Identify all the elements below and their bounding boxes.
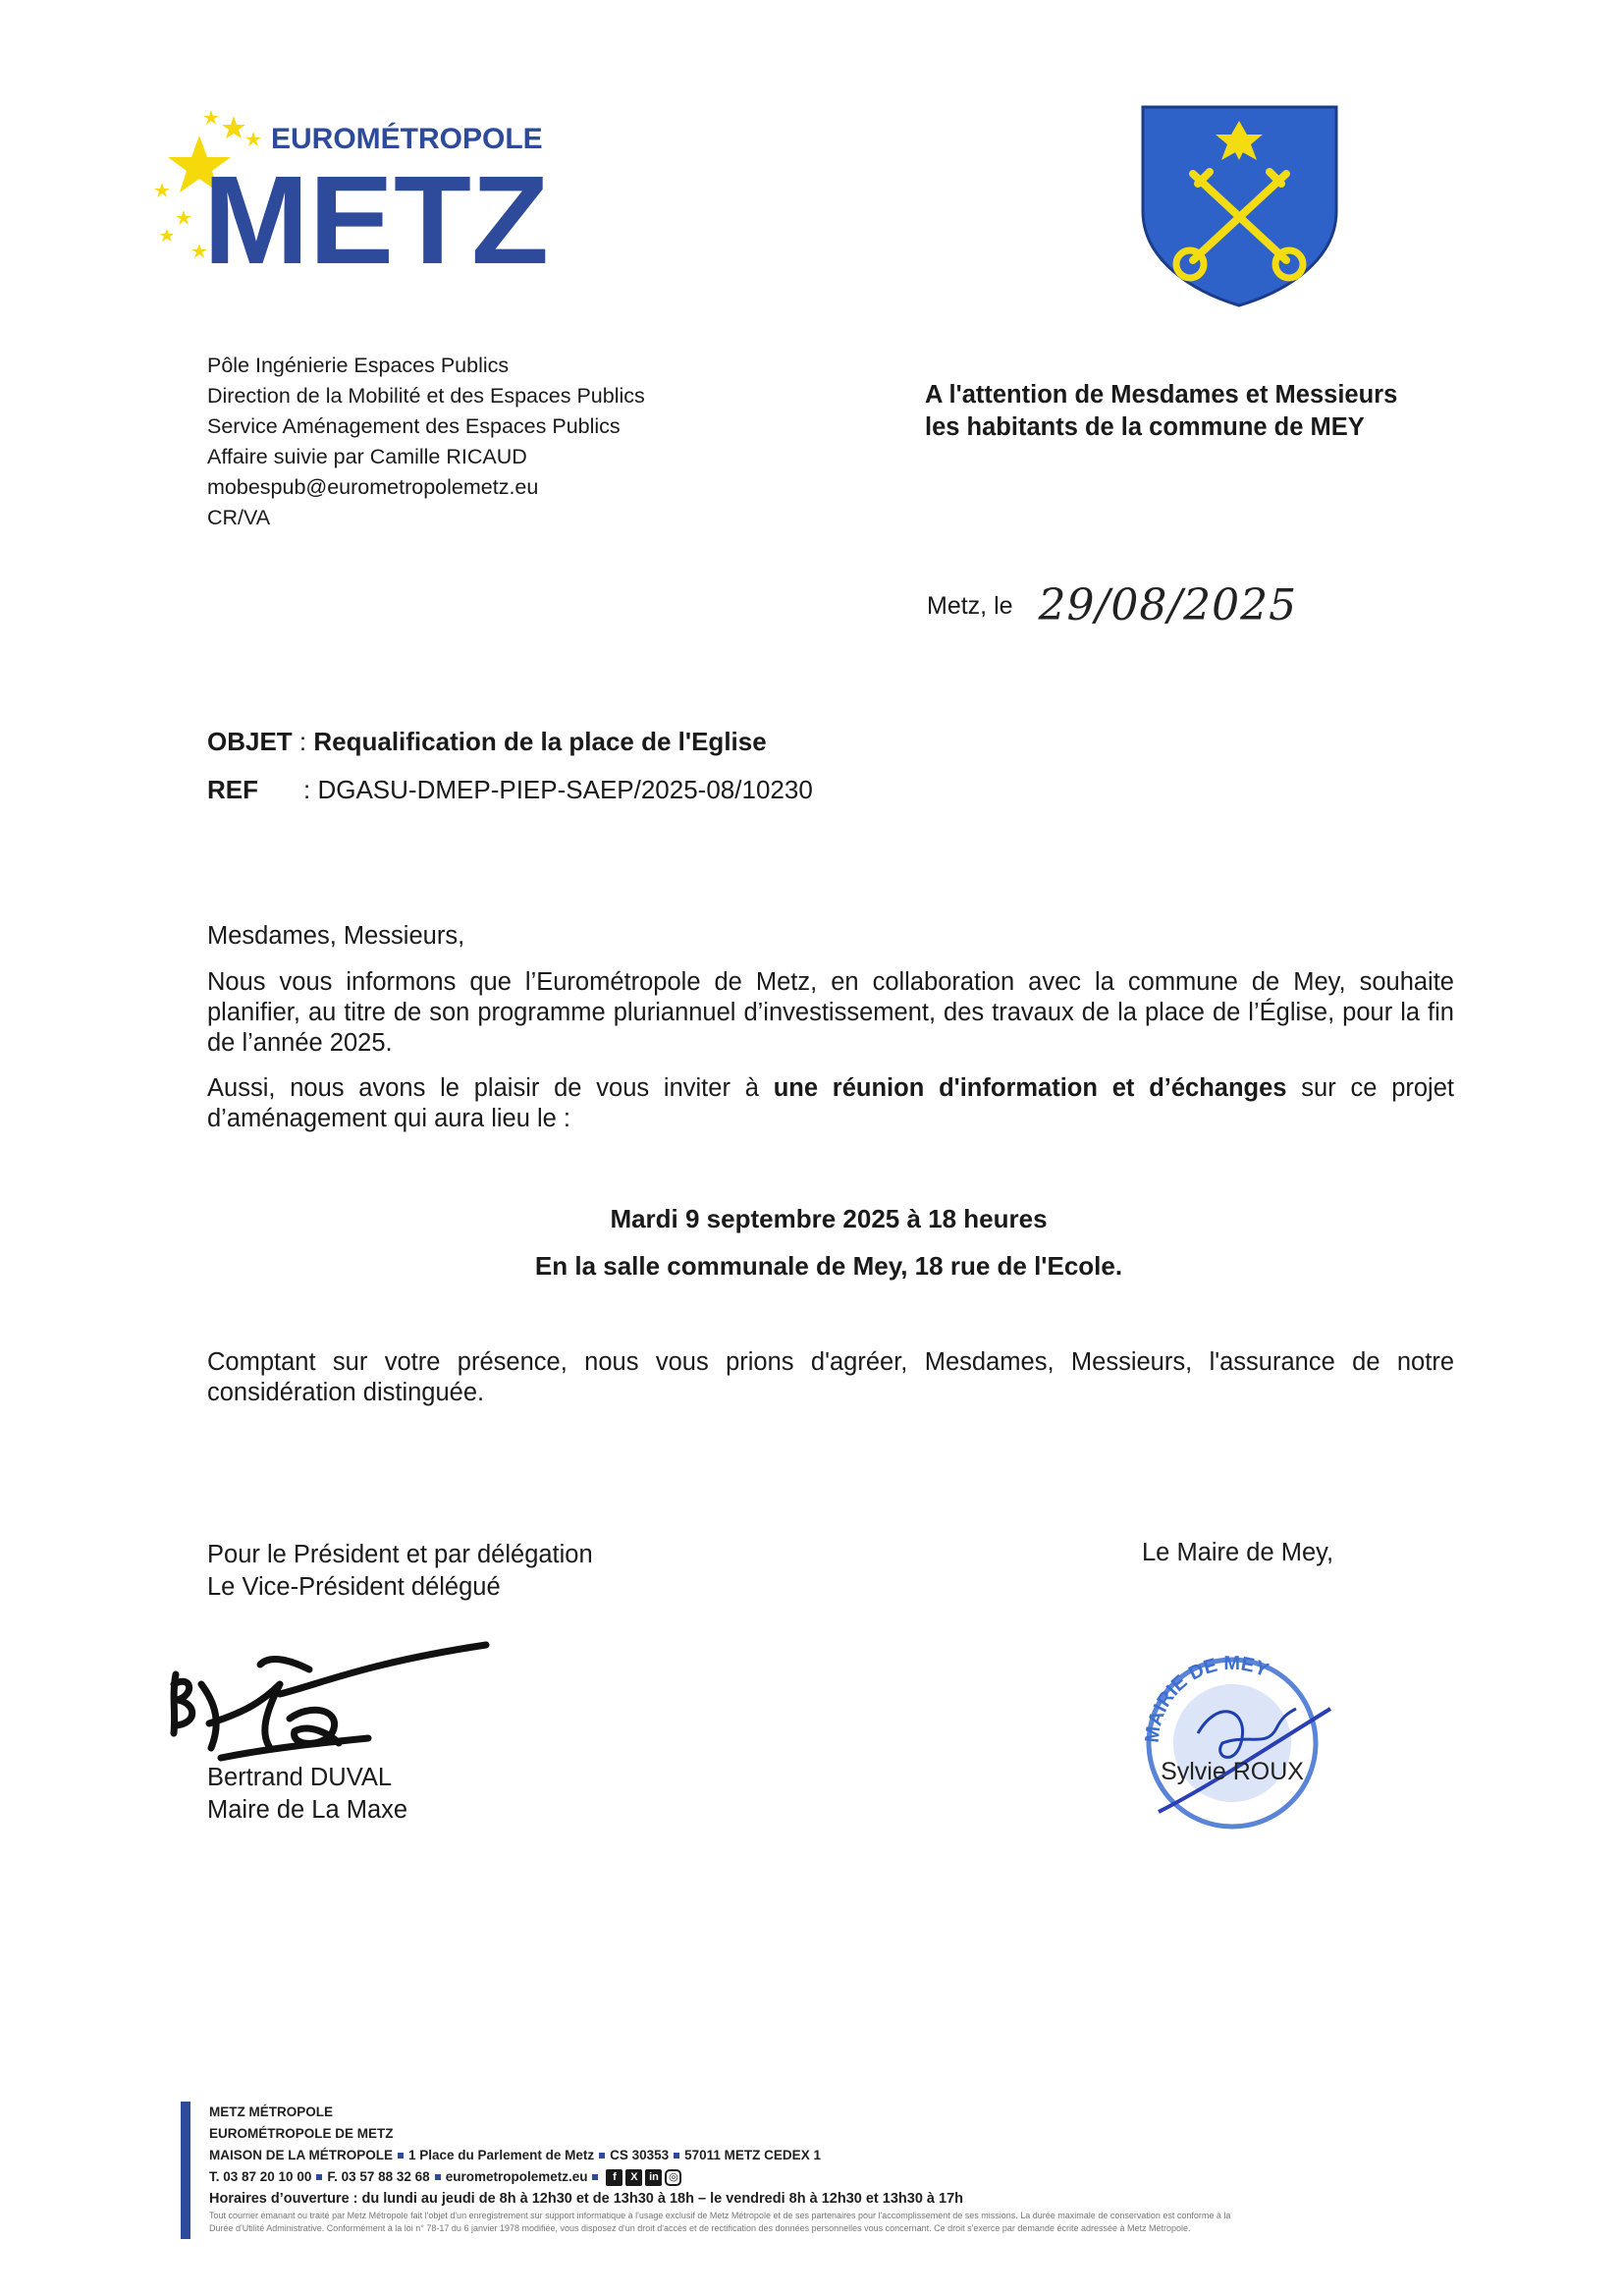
object-line (207, 727, 767, 757)
footer-address (209, 2145, 1230, 2166)
logo-graphic (152, 106, 565, 273)
sender-email: mobespub@eurometropolemetz.eu (207, 475, 539, 499)
date-label: Metz, le (927, 592, 1013, 620)
separator-square-icon (435, 2174, 441, 2180)
footer-line-1: METZ MÉTROPOLE (209, 2105, 333, 2119)
left-signatory-name: Bertrand DUVAL (207, 1764, 393, 1791)
left-signatory-role: Maire de La Maxe (207, 1796, 408, 1824)
sender-line: Service Aménagement des Espaces Publics (207, 414, 621, 438)
object-text: Requalification de la place de l'Eglise (313, 727, 767, 756)
footer-contact (209, 2166, 1230, 2188)
footer-accent-bar (181, 2102, 190, 2239)
linkedin-icon: in (645, 2169, 662, 2186)
separator-square-icon (599, 2153, 605, 2159)
coat-of-arms-icon (1139, 103, 1340, 309)
object-separator: : (292, 727, 314, 756)
mairie-stamp-icon (1129, 1640, 1335, 1846)
footer-address-part: CS 30353 (610, 2148, 670, 2162)
footer-address-part: 57011 METZ CEDEX 1 (684, 2148, 821, 2162)
footer (209, 2102, 1230, 2235)
x-icon: X (625, 2169, 642, 2186)
footer-legal-2: Durée d'Utilité Administrative. Conformément à la loi n° 78-17 du 6 janvier 1978 modifiée, vous disposez d'un droit d'accès et de rectification des données personnelles vous concernant. Ce droit s'exerce par demande écrite adressée à Metz Métropole. (209, 2223, 1191, 2233)
date-value: 29/08/2025 (1038, 580, 1298, 630)
recipient-block (925, 379, 1397, 444)
footer-hours: Horaires d’ouverture : du lundi au jeudi de 8h à 12h30 et de 13h30 à 18h – le vendredi 8h à 12h30 et 13h30 à 17h (209, 2191, 963, 2207)
date-row (927, 574, 1298, 630)
left-signatory-title (207, 1539, 593, 1604)
footer-legal-1: Tout courrier émanant ou traité par Metz Métropole fait l'objet d'un enregistrement sur support informatique à l'usage exclusif de Metz Métropole et de ses partenaires pour l'accomplissement de ses missions. La durée maximale de conservation est conforme à la (209, 2211, 1231, 2220)
footer-address-part: 1 Place du Parlement de Metz (408, 2148, 595, 2162)
stamp-label: MAIRIE DE MEY (1141, 1652, 1271, 1744)
salutation: Mesdames, Messieurs, (207, 922, 465, 950)
meeting-place: En la salle communale de Mey, 18 rue de l'Ecole. (534, 1251, 1123, 1281)
paragraph-2-text: Aussi, nous avons le plaisir de vous inviter à (207, 1074, 774, 1102)
letter-body (207, 921, 1454, 1134)
handwritten-signature-left (162, 1625, 496, 1763)
meeting-date: Mardi 9 septembre 2025 à 18 heures (610, 1204, 1048, 1233)
sender-line: Affaire suivie par Camille RICAUD (207, 445, 527, 468)
left-title-line-2: Le Vice-Président délégué (207, 1573, 501, 1601)
sender-line: Pôle Ingénierie Espaces Publics (207, 354, 510, 377)
separator-square-icon (398, 2153, 404, 2159)
sender-block (207, 351, 645, 533)
right-signatory-title: Le Maire de Mey, (1142, 1539, 1334, 1566)
reference-label: REF (207, 775, 258, 804)
separator-square-icon (674, 2153, 679, 2159)
left-signatory (207, 1762, 407, 1827)
separator-square-icon (592, 2174, 598, 2180)
separator-square-icon (316, 2174, 322, 2180)
reference-text: DGASU-DMEP-PIEP-SAEP/2025-08/10230 (317, 775, 813, 804)
footer-phone: T. 03 87 20 10 00 (209, 2169, 312, 2184)
footer-line-2: EUROMÉTROPOLE DE METZ (209, 2126, 394, 2141)
right-signatory-name: Sylvie ROUX (1161, 1758, 1304, 1785)
reference-line (207, 775, 813, 805)
sender-line: CR/VA (207, 506, 271, 529)
footer-fax: F. 03 57 88 32 68 (327, 2169, 430, 2184)
footer-address-part: MAISON DE LA MÉTROPOLE (209, 2148, 394, 2162)
eurometropole-metz-logo (152, 106, 565, 273)
left-title-line-1: Pour le Président et par délégation (207, 1541, 593, 1568)
body-paragraph-2 (207, 1073, 1454, 1134)
facebook-icon: f (606, 2169, 622, 2186)
sender-line: Direction de la Mobilité et des Espaces Publics (207, 384, 645, 408)
paragraph-2-emphasis: une réunion d'information et d’échanges (773, 1074, 1287, 1102)
paragraph-2-text: sur ce projet d’aménagement qui aura lieu le : (207, 1074, 1454, 1132)
reference-separator: : (303, 775, 318, 804)
recipient-line-1: A l'attention de Mesdames et Messieurs (925, 381, 1398, 409)
closing-paragraph: Comptant sur votre présence, nous vous prions d'agréer, Mesdames, Messieurs, l'assurance de notre considération distinguée. (207, 1348, 1454, 1406)
instagram-icon: ◎ (665, 2169, 681, 2186)
object-label: OBJET (207, 727, 293, 756)
recipient-line-2: les habitants de la commune de MEY (925, 413, 1365, 441)
logo-text-main: METZ (203, 150, 549, 273)
body-paragraph-1: Nous vous informons que l’Eurométropole de Metz, en collaboration avec la commune de Mey, souhaite planifier, au titre de son programme pluriannuel d’investissement, des travaux de la place de l’Église, pour la fin de l’année 2025. (207, 968, 1454, 1057)
footer-website: eurometropolemetz.eu (445, 2169, 588, 2184)
logo-text-top: EUROMÉTROPOLE (271, 123, 543, 155)
